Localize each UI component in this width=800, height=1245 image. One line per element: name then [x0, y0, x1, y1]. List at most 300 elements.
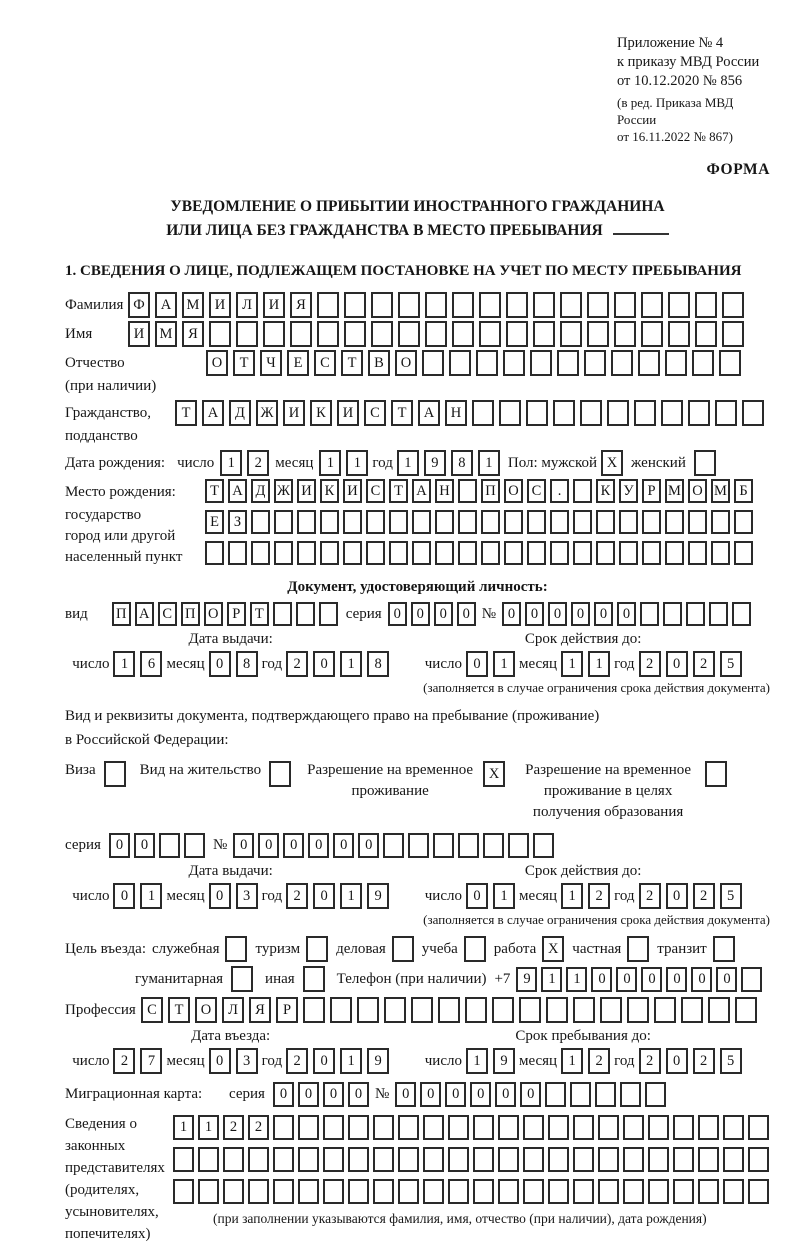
char-cell[interactable]: 0 — [691, 967, 712, 992]
char-cell[interactable] — [323, 1179, 344, 1204]
char-cell[interactable]: 0 — [445, 1082, 466, 1107]
char-cell[interactable]: А — [228, 479, 247, 503]
char-cell[interactable]: 0 — [470, 1082, 491, 1107]
char-cell[interactable] — [741, 967, 762, 992]
char-cell[interactable]: 0 — [466, 651, 488, 677]
char-cell[interactable] — [472, 400, 494, 426]
char-cell[interactable] — [473, 1147, 494, 1172]
char-cell[interactable] — [587, 292, 609, 318]
char-cell[interactable] — [619, 541, 638, 565]
char-cell[interactable] — [248, 1147, 269, 1172]
char-cell[interactable] — [595, 1082, 616, 1107]
char-cell[interactable]: Р — [276, 997, 298, 1023]
char-cell[interactable] — [642, 510, 661, 534]
char-cell[interactable]: Д — [251, 479, 270, 503]
char-cell[interactable]: 0 — [209, 883, 231, 909]
char-cell[interactable]: 1 — [220, 450, 242, 476]
char-cell[interactable] — [560, 292, 582, 318]
char-cell[interactable] — [348, 1115, 369, 1140]
char-cell[interactable]: 5 — [720, 883, 742, 909]
char-cell[interactable] — [654, 997, 676, 1023]
char-cell[interactable] — [692, 350, 714, 376]
char-cell[interactable] — [458, 510, 477, 534]
char-cell[interactable]: 0 — [333, 833, 354, 858]
char-cell[interactable]: 0 — [666, 883, 688, 909]
char-cell[interactable]: 9 — [367, 883, 389, 909]
char-cell[interactable] — [225, 936, 247, 962]
char-cell[interactable] — [320, 541, 339, 565]
char-cell[interactable]: П — [481, 479, 500, 503]
char-cell[interactable] — [668, 292, 690, 318]
char-cell[interactable] — [373, 1147, 394, 1172]
char-cell[interactable] — [392, 936, 414, 962]
char-cell[interactable] — [506, 292, 528, 318]
char-cell[interactable]: 0 — [388, 602, 407, 626]
char-cell[interactable]: Л — [222, 997, 244, 1023]
char-cell[interactable]: 0 — [258, 833, 279, 858]
char-cell[interactable] — [303, 966, 325, 992]
char-cell[interactable] — [694, 450, 716, 476]
char-cell[interactable]: Р — [227, 602, 246, 626]
char-cell[interactable]: Р — [642, 479, 661, 503]
char-cell[interactable] — [198, 1147, 219, 1172]
char-cell[interactable]: Ч — [260, 350, 282, 376]
char-cell[interactable]: Ж — [256, 400, 278, 426]
char-cell[interactable]: 1 — [561, 883, 583, 909]
char-cell[interactable] — [661, 400, 683, 426]
char-cell[interactable] — [504, 541, 523, 565]
char-cell[interactable] — [411, 997, 433, 1023]
char-cell[interactable] — [698, 1179, 719, 1204]
char-cell[interactable]: 0 — [525, 602, 544, 626]
char-cell[interactable]: 0 — [502, 602, 521, 626]
char-cell[interactable]: Я — [249, 997, 271, 1023]
char-cell[interactable]: 5 — [720, 1048, 742, 1074]
char-cell[interactable] — [373, 1179, 394, 1204]
char-cell[interactable] — [627, 997, 649, 1023]
char-cell[interactable] — [223, 1179, 244, 1204]
char-cell[interactable]: О — [395, 350, 417, 376]
char-cell[interactable] — [492, 997, 514, 1023]
char-cell[interactable] — [423, 1179, 444, 1204]
char-cell[interactable]: 2 — [639, 883, 661, 909]
char-cell[interactable]: А — [412, 479, 431, 503]
char-cell[interactable] — [742, 400, 764, 426]
char-cell[interactable]: О — [688, 479, 707, 503]
char-cell[interactable]: 6 — [140, 651, 162, 677]
char-cell[interactable] — [722, 292, 744, 318]
char-cell[interactable]: Т — [250, 602, 269, 626]
char-cell[interactable] — [173, 1179, 194, 1204]
char-cell[interactable] — [481, 510, 500, 534]
char-cell[interactable] — [473, 1115, 494, 1140]
char-cell[interactable] — [648, 1147, 669, 1172]
char-cell[interactable]: 2 — [693, 1048, 715, 1074]
char-cell[interactable]: 0 — [495, 1082, 516, 1107]
char-cell[interactable] — [523, 1115, 544, 1140]
char-cell[interactable]: 0 — [457, 602, 476, 626]
char-cell[interactable] — [557, 350, 579, 376]
char-cell[interactable] — [668, 321, 690, 347]
char-cell[interactable] — [344, 292, 366, 318]
char-cell[interactable]: Л — [236, 292, 258, 318]
char-cell[interactable]: 1 — [340, 1048, 362, 1074]
char-cell[interactable] — [645, 1082, 666, 1107]
char-cell[interactable] — [698, 1115, 719, 1140]
char-cell[interactable]: Ф — [128, 292, 150, 318]
char-cell[interactable]: 1 — [397, 450, 419, 476]
char-cell[interactable] — [297, 510, 316, 534]
char-cell[interactable] — [663, 602, 682, 626]
char-cell[interactable] — [479, 321, 501, 347]
char-cell[interactable] — [323, 1115, 344, 1140]
char-cell[interactable] — [573, 1147, 594, 1172]
char-cell[interactable]: 2 — [693, 651, 715, 677]
char-cell[interactable] — [709, 602, 728, 626]
char-cell[interactable] — [422, 350, 444, 376]
char-cell[interactable]: Ж — [274, 479, 293, 503]
char-cell[interactable] — [476, 350, 498, 376]
char-cell[interactable] — [173, 1147, 194, 1172]
char-cell[interactable] — [533, 833, 554, 858]
char-cell[interactable] — [159, 833, 180, 858]
char-cell[interactable]: И — [263, 292, 285, 318]
char-cell[interactable]: 1 — [478, 450, 500, 476]
char-cell[interactable] — [634, 400, 656, 426]
char-cell[interactable] — [273, 1147, 294, 1172]
char-cell[interactable]: С — [364, 400, 386, 426]
char-cell[interactable] — [527, 541, 546, 565]
char-cell[interactable] — [722, 321, 744, 347]
char-cell[interactable]: 0 — [113, 883, 135, 909]
char-cell[interactable]: 1 — [140, 883, 162, 909]
char-cell[interactable] — [695, 292, 717, 318]
char-cell[interactable]: О — [206, 350, 228, 376]
char-cell[interactable]: С — [141, 997, 163, 1023]
char-cell[interactable]: Е — [287, 350, 309, 376]
char-cell[interactable]: 0 — [283, 833, 304, 858]
char-cell[interactable]: 0 — [323, 1082, 344, 1107]
char-cell[interactable] — [600, 997, 622, 1023]
char-cell[interactable] — [620, 1082, 641, 1107]
char-cell[interactable]: И — [209, 292, 231, 318]
char-cell[interactable]: К — [320, 479, 339, 503]
char-cell[interactable]: 1 — [346, 450, 368, 476]
char-cell[interactable] — [498, 1115, 519, 1140]
char-cell[interactable]: Т — [233, 350, 255, 376]
char-cell[interactable]: 3 — [236, 1048, 258, 1074]
char-cell[interactable]: 2 — [286, 651, 308, 677]
char-cell[interactable] — [587, 321, 609, 347]
char-cell[interactable] — [398, 1179, 419, 1204]
char-cell[interactable] — [673, 1115, 694, 1140]
char-cell[interactable] — [530, 350, 552, 376]
char-cell[interactable] — [366, 541, 385, 565]
char-cell[interactable] — [298, 1147, 319, 1172]
char-cell[interactable] — [508, 833, 529, 858]
char-cell[interactable] — [560, 321, 582, 347]
char-cell[interactable] — [573, 997, 595, 1023]
char-cell[interactable]: Я — [182, 321, 204, 347]
char-cell[interactable] — [320, 510, 339, 534]
char-cell[interactable]: 1 — [319, 450, 341, 476]
char-cell[interactable]: 0 — [641, 967, 662, 992]
char-cell[interactable]: П — [112, 602, 131, 626]
char-cell[interactable] — [273, 602, 292, 626]
char-cell[interactable]: 7 — [140, 1048, 162, 1074]
char-cell[interactable]: 1 — [566, 967, 587, 992]
char-cell[interactable] — [648, 1115, 669, 1140]
char-cell[interactable] — [290, 321, 312, 347]
char-cell[interactable]: И — [128, 321, 150, 347]
char-cell[interactable]: 0 — [395, 1082, 416, 1107]
char-cell[interactable]: 0 — [548, 602, 567, 626]
char-cell[interactable]: 0 — [348, 1082, 369, 1107]
char-cell[interactable] — [570, 1082, 591, 1107]
char-cell[interactable] — [598, 1147, 619, 1172]
char-cell[interactable] — [607, 400, 629, 426]
char-cell[interactable]: 2 — [113, 1048, 135, 1074]
char-cell[interactable]: 9 — [493, 1048, 515, 1074]
char-cell[interactable]: 8 — [367, 651, 389, 677]
char-cell[interactable] — [425, 292, 447, 318]
char-cell[interactable] — [503, 350, 525, 376]
char-cell[interactable] — [611, 350, 633, 376]
char-cell[interactable]: 5 — [720, 651, 742, 677]
char-cell[interactable]: Т — [341, 350, 363, 376]
char-cell[interactable] — [317, 292, 339, 318]
char-cell[interactable]: 1 — [466, 1048, 488, 1074]
char-cell[interactable] — [269, 761, 291, 787]
char-cell[interactable] — [732, 602, 751, 626]
char-cell[interactable] — [448, 1115, 469, 1140]
char-cell[interactable] — [523, 1179, 544, 1204]
char-cell[interactable] — [473, 1179, 494, 1204]
char-cell[interactable]: 0 — [666, 967, 687, 992]
char-cell[interactable] — [648, 1179, 669, 1204]
char-cell[interactable] — [596, 541, 615, 565]
char-cell[interactable] — [357, 997, 379, 1023]
char-cell[interactable]: 2 — [588, 883, 610, 909]
char-cell[interactable] — [273, 1179, 294, 1204]
char-cell[interactable] — [412, 510, 431, 534]
char-cell[interactable] — [584, 350, 606, 376]
char-cell[interactable] — [343, 541, 362, 565]
char-cell[interactable]: 1 — [173, 1115, 194, 1140]
char-cell[interactable] — [298, 1115, 319, 1140]
char-cell[interactable]: 0 — [298, 1082, 319, 1107]
char-cell[interactable]: 1 — [541, 967, 562, 992]
char-cell[interactable] — [598, 1179, 619, 1204]
char-cell[interactable] — [371, 321, 393, 347]
char-cell[interactable] — [641, 292, 663, 318]
char-cell[interactable]: . — [550, 479, 569, 503]
char-cell[interactable] — [425, 321, 447, 347]
char-cell[interactable] — [223, 1147, 244, 1172]
char-cell[interactable]: 8 — [451, 450, 473, 476]
char-cell[interactable] — [614, 321, 636, 347]
char-cell[interactable] — [104, 761, 126, 787]
char-cell[interactable] — [398, 292, 420, 318]
char-cell[interactable] — [371, 292, 393, 318]
char-cell[interactable] — [715, 400, 737, 426]
char-cell[interactable] — [263, 321, 285, 347]
char-cell[interactable]: 8 — [236, 651, 258, 677]
char-cell[interactable]: 2 — [286, 883, 308, 909]
char-cell[interactable] — [550, 541, 569, 565]
char-cell[interactable]: 9 — [367, 1048, 389, 1074]
char-cell[interactable] — [323, 1147, 344, 1172]
char-cell[interactable] — [719, 350, 741, 376]
char-cell[interactable] — [452, 321, 474, 347]
char-cell[interactable] — [236, 321, 258, 347]
char-cell[interactable]: И — [297, 479, 316, 503]
char-cell[interactable]: О — [195, 997, 217, 1023]
char-cell[interactable] — [573, 1115, 594, 1140]
char-cell[interactable] — [296, 602, 315, 626]
char-cell[interactable]: А — [202, 400, 224, 426]
char-cell[interactable]: 1 — [588, 651, 610, 677]
char-cell[interactable] — [548, 1147, 569, 1172]
char-cell[interactable]: М — [665, 479, 684, 503]
char-cell[interactable] — [546, 997, 568, 1023]
char-cell[interactable]: В — [368, 350, 390, 376]
char-cell[interactable] — [573, 541, 592, 565]
char-cell[interactable] — [705, 761, 727, 787]
char-cell[interactable] — [523, 1147, 544, 1172]
char-cell[interactable]: А — [155, 292, 177, 318]
char-cell[interactable]: 0 — [109, 833, 130, 858]
char-cell[interactable] — [708, 997, 730, 1023]
char-cell[interactable]: 0 — [420, 1082, 441, 1107]
char-cell[interactable]: А — [135, 602, 154, 626]
char-cell[interactable]: С — [158, 602, 177, 626]
char-cell[interactable] — [343, 510, 362, 534]
char-cell[interactable]: 0 — [616, 967, 637, 992]
char-cell[interactable]: 2 — [247, 450, 269, 476]
char-cell[interactable] — [665, 350, 687, 376]
char-cell[interactable] — [317, 321, 339, 347]
char-cell[interactable] — [619, 510, 638, 534]
char-cell[interactable]: 0 — [209, 651, 231, 677]
char-cell[interactable] — [533, 292, 555, 318]
char-cell[interactable]: 1 — [113, 651, 135, 677]
char-cell[interactable] — [479, 292, 501, 318]
char-cell[interactable]: 2 — [639, 651, 661, 677]
char-cell[interactable] — [412, 541, 431, 565]
char-cell[interactable]: 1 — [493, 651, 515, 677]
char-cell[interactable]: 0 — [617, 602, 636, 626]
char-cell[interactable] — [435, 510, 454, 534]
char-cell[interactable] — [383, 833, 404, 858]
char-cell[interactable]: С — [314, 350, 336, 376]
char-cell[interactable]: 1 — [340, 883, 362, 909]
char-cell[interactable] — [734, 510, 753, 534]
char-cell[interactable]: 0 — [411, 602, 430, 626]
char-cell[interactable] — [297, 541, 316, 565]
char-cell[interactable] — [640, 602, 659, 626]
char-cell[interactable]: 0 — [313, 1048, 335, 1074]
char-cell[interactable] — [711, 541, 730, 565]
char-cell[interactable] — [398, 321, 420, 347]
char-cell[interactable]: 1 — [198, 1115, 219, 1140]
char-cell[interactable] — [449, 350, 471, 376]
char-cell[interactable] — [665, 510, 684, 534]
char-cell[interactable] — [548, 1115, 569, 1140]
char-cell[interactable] — [723, 1115, 744, 1140]
char-cell[interactable] — [623, 1179, 644, 1204]
char-cell[interactable] — [423, 1115, 444, 1140]
char-cell[interactable]: Н — [435, 479, 454, 503]
char-cell[interactable]: Е — [205, 510, 224, 534]
char-cell[interactable] — [248, 1179, 269, 1204]
char-cell[interactable]: О — [504, 479, 523, 503]
char-cell[interactable] — [458, 541, 477, 565]
char-cell[interactable]: И — [337, 400, 359, 426]
char-cell[interactable] — [665, 541, 684, 565]
char-cell[interactable]: 0 — [520, 1082, 541, 1107]
char-cell[interactable] — [734, 541, 753, 565]
char-cell[interactable] — [184, 833, 205, 858]
char-cell[interactable] — [598, 1115, 619, 1140]
char-cell[interactable] — [433, 833, 454, 858]
char-cell[interactable]: X — [483, 761, 505, 787]
char-cell[interactable] — [465, 997, 487, 1023]
char-cell[interactable] — [306, 936, 328, 962]
char-cell[interactable]: А — [418, 400, 440, 426]
char-cell[interactable] — [452, 292, 474, 318]
char-cell[interactable] — [519, 997, 541, 1023]
char-cell[interactable]: 0 — [666, 651, 688, 677]
char-cell[interactable]: О — [204, 602, 223, 626]
char-cell[interactable] — [723, 1179, 744, 1204]
char-cell[interactable] — [458, 833, 479, 858]
char-cell[interactable] — [483, 833, 504, 858]
char-cell[interactable]: З — [228, 510, 247, 534]
char-cell[interactable] — [330, 997, 352, 1023]
char-cell[interactable] — [506, 321, 528, 347]
char-cell[interactable]: С — [366, 479, 385, 503]
char-cell[interactable]: М — [182, 292, 204, 318]
char-cell[interactable]: 2 — [286, 1048, 308, 1074]
char-cell[interactable]: Т — [175, 400, 197, 426]
char-cell[interactable] — [373, 1115, 394, 1140]
char-cell[interactable]: 1 — [493, 883, 515, 909]
char-cell[interactable] — [580, 400, 602, 426]
char-cell[interactable] — [623, 1115, 644, 1140]
char-cell[interactable] — [504, 510, 523, 534]
char-cell[interactable]: Н — [445, 400, 467, 426]
char-cell[interactable] — [389, 541, 408, 565]
char-cell[interactable] — [695, 321, 717, 347]
char-cell[interactable] — [686, 602, 705, 626]
char-cell[interactable] — [553, 400, 575, 426]
char-cell[interactable] — [698, 1147, 719, 1172]
char-cell[interactable]: 0 — [273, 1082, 294, 1107]
char-cell[interactable]: М — [711, 479, 730, 503]
char-cell[interactable]: М — [155, 321, 177, 347]
char-cell[interactable] — [384, 997, 406, 1023]
char-cell[interactable] — [642, 541, 661, 565]
char-cell[interactable]: 2 — [588, 1048, 610, 1074]
char-cell[interactable] — [688, 400, 710, 426]
char-cell[interactable]: 2 — [248, 1115, 269, 1140]
char-cell[interactable] — [641, 321, 663, 347]
char-cell[interactable]: 2 — [223, 1115, 244, 1140]
char-cell[interactable] — [273, 1115, 294, 1140]
char-cell[interactable]: 0 — [594, 602, 613, 626]
char-cell[interactable]: 1 — [561, 1048, 583, 1074]
